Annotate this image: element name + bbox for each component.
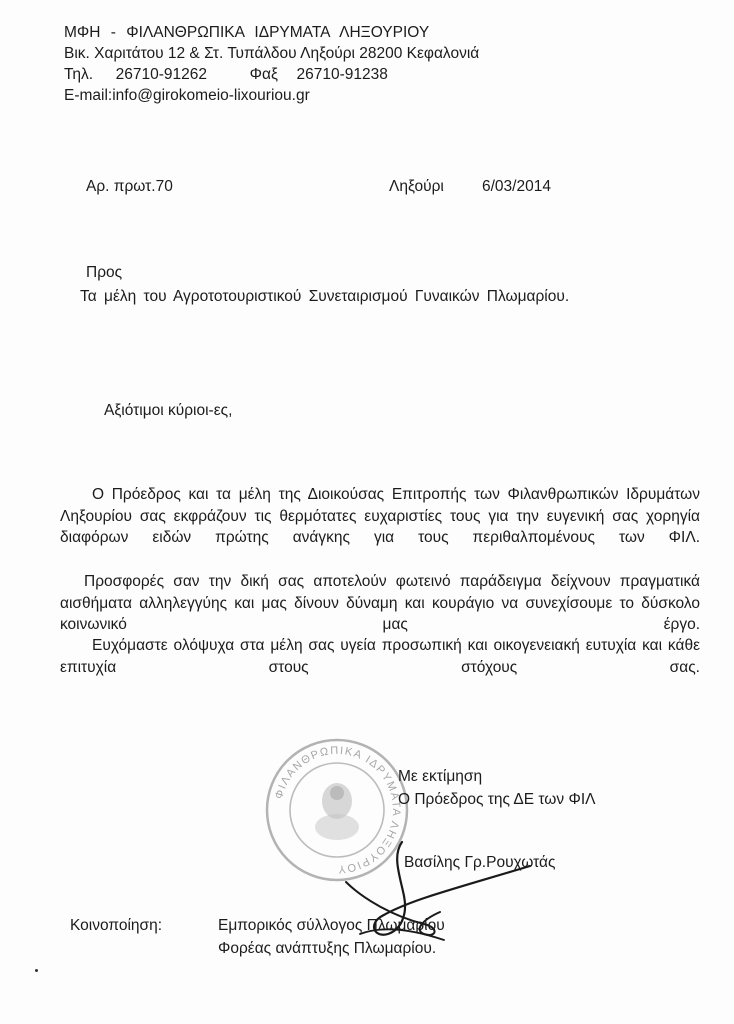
phone-label: Τηλ. [64,66,94,83]
email: E-mail:info@girokomeio-lixouriou.gr [64,87,310,104]
date: 6/03/2014 [482,178,551,195]
phone-number: 26710-91262 [115,66,208,83]
fax-number: 26710-91238 [296,66,388,83]
cc-item: Φορέας ανάπτυξης Πλωμαρίου. [218,940,437,957]
signatory-name: Βασίλης Γρ.Ρουχωτάς [404,854,556,871]
stamp-text: ΦΙΛΑΝΘΡΩΠΙΚΑ ΙΔΡΥΜΑΤΑ ΛΗΞΟΥΡΙΟΥ [273,744,403,876]
signatory-title: Ο Πρόεδρος της ΔΕ των ΦΙΛ [398,791,596,808]
to-label: Προς [86,264,123,281]
body-paragraph-2: Προσφορές σαν την δική σας αποτελούν φωτεινό παράδειγμα δείχνουν πραγματικά αισθήματα αλληλεγγύης και μας δίνουν δύναμη και κουράγιο να συνεχίσουμε το δύσκολο κοινωνικό μας έργο. [60,573,700,633]
closing-regards: Με εκτίμηση [398,768,483,785]
letterhead [64,22,479,106]
contact-line [64,64,479,85]
cc-label: Κοινοποίηση: [70,917,163,934]
protocol-number: Αρ. πρωτ.70 [86,178,173,195]
body-paragraph-3: Ευχόμαστε ολόψυχα στα μέλη σας υγεία προσωπική και οικογενειακή ευτυχία και κάθε επιτυχία στους στόχους σας. [60,637,700,676]
stray-mark [35,969,38,972]
cc-item: Εμπορικός σύλλογος Πλωμαρίου [218,917,445,934]
org-name: ΜΦΗ - ΦΙΛΑΝΘΡΩΠΙΚΑ ΙΔΡΥΜΑΤΑ ΛΗΞΟΥΡΙΟΥ [64,24,430,41]
body-paragraph-1: Ο Πρόεδρος και τα μέλη της Διοικούσας Επιτροπής των Φιλανθρωπικών Ιδρυμάτων Ληξουρίου σας εκφράζουν τις θερμότατες ευχαριστίες τους για την ευγενική σας χορηγία διαφόρων ειδών πρώτης ανάγκης για τους περιθαλπομένους των ΦΙΛ. [60,486,700,546]
recipient: Τα μέλη του Αγροτοτουριστικού Συνεταιρισμού Γυναικών Πλωμαρίου. [80,288,570,305]
salutation: Αξιότιμοι κύριοι-ες, [104,402,233,419]
fax-label: Φαξ [249,66,278,83]
place: Ληξούρι [389,178,444,195]
org-address: Βικ. Χαριτάτου 12 & Στ. Τυπάλδου Ληξούρι 28200 Κεφαλονιά [64,45,480,62]
